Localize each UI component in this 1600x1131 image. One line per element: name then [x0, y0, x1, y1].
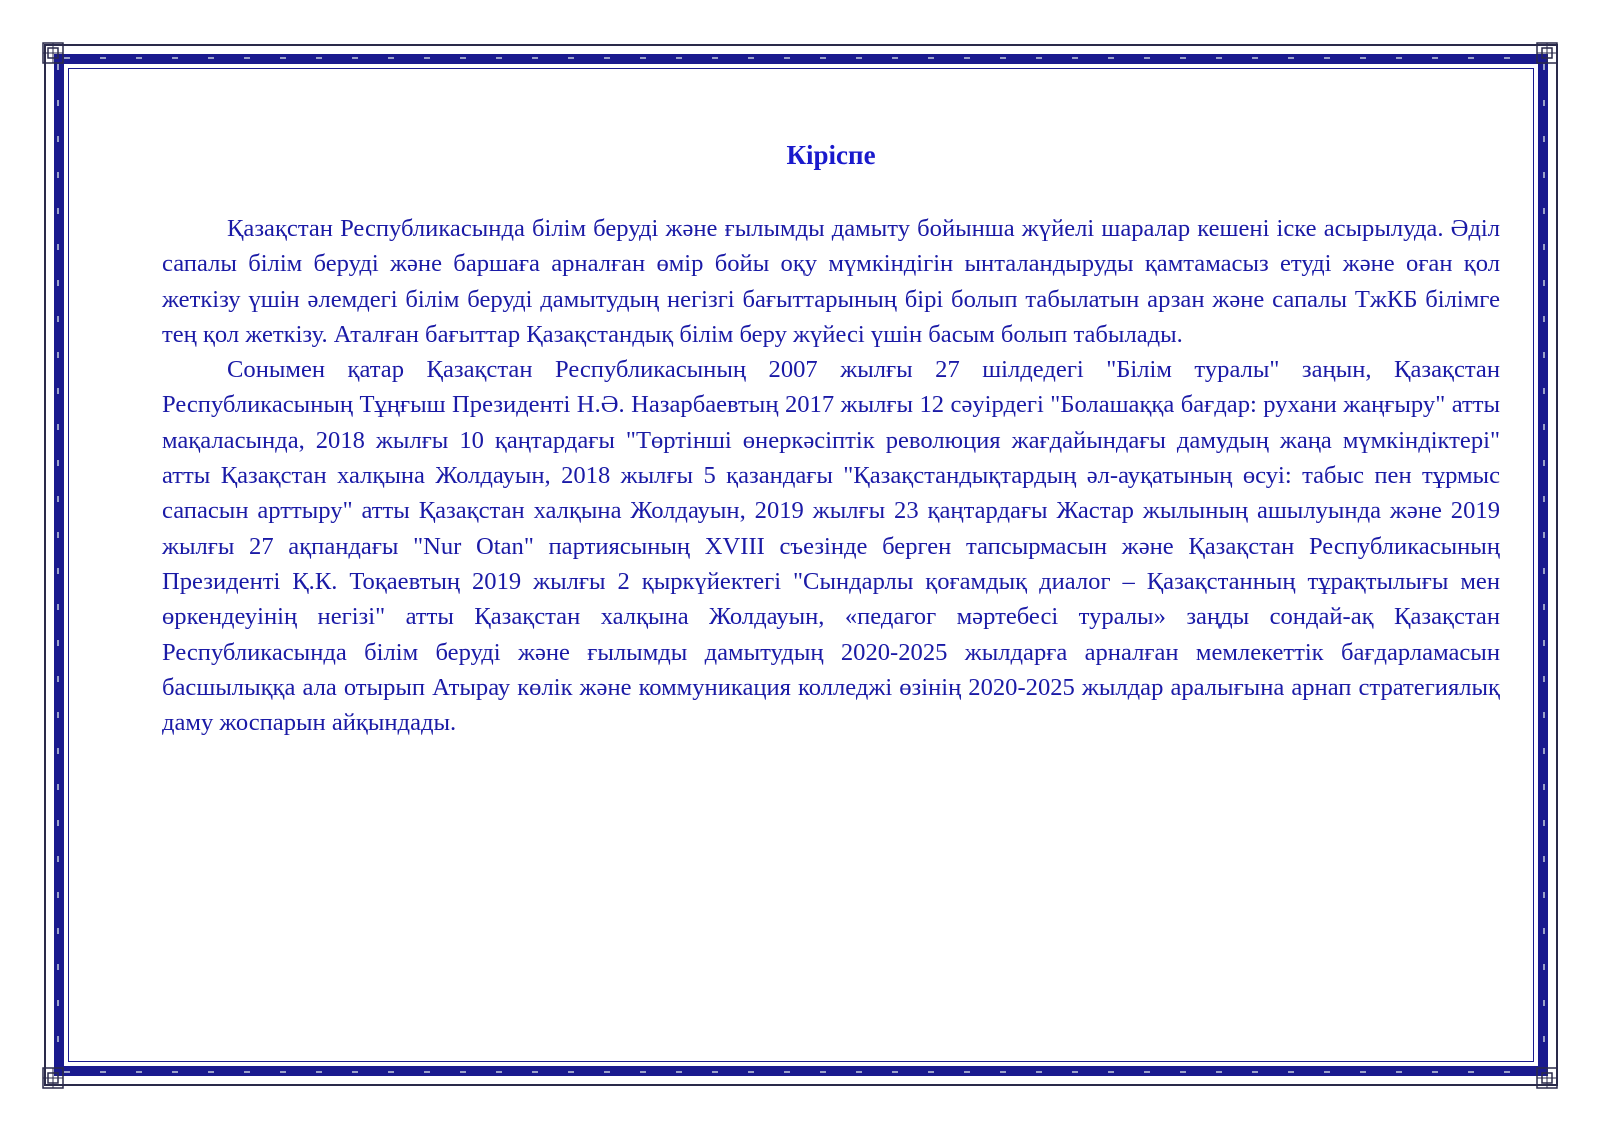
corner-ornament-icon: [42, 1067, 64, 1089]
paragraph-intro: Қазақстан Республикасында білім беруді және ғылымды дамыту бойынша жүйелі шаралар кешені іске асырылуда. Әділ сапалы білім беруді және баршаға арналған өмір бойы оқу мүмкіндігін ынталандыруды қамтамасыз етуді және оған қол жеткізу үшін әлемдегі білім беруді дамытудың негізгі бағыттарының бірі болып табылатын арзан және сапалы ТжКБ білімге тең қол жеткізу. Аталған бағыттар Қазақстандық білім беру жүйесі үшін басым болып табылады.: [162, 215, 1500, 348]
frame-ornament-left: [57, 64, 59, 1068]
corner-ornament-icon: [1536, 1067, 1558, 1089]
document-body: [162, 140, 1500, 740]
corner-ornament-icon: [42, 42, 64, 64]
page-title: Кіріспе: [786, 140, 876, 170]
paragraph-context: Сонымен қатар Қазақстан Республикасының 2007 жылғы 27 шілдедегі "Білім туралы" заңын, Қазақстан Республикасының Тұңғыш Президенті Н.Ә. Назарбаевтың 2017 жылғы 12 сәуірдегі "Болашаққа бағдар: рухани жаңғыру" атты мақаласында, 2018 жылғы 10 қаңтардағы "Төртінші өнеркәсіптік революция жағдайындағы дамудың жаңа мүмкіндіктері" атты Қазақстан халқына Жолдауын, 2018 жылғы 5 қазандағы "Қазақстандықтардың әл-ауқатының өсуі: табыс пен тұрмыс сапасын арттыру" атты Қазақстан халқына Жолдауын, 2019 жылғы 23 қаңтардағы Жастар жылының ашылуында және 2019 жылғы 27 ақпандағы "Nur Otan" партиясының XVIII съезінде берген тапсырмасын және Қазақстан Республикасының Президенті Қ.К. Тоқаевтың 2019 жылғы 2 қыркүйектегі "Сындарлы қоғамдық диалог – Қазақстанның тұрақтылығы мен өркендеуінің негізі" атты Қазақстан халқына Жолдауын, «педагог мәртебесі туралы» заңды сондай-ақ Қазақстан Республикасында білім беруді және ғылымды дамытудың 2020-2025 жылдарға арналған мемлекеттік бағдарламасын басшылыққа ала отырып Атырау көлік және коммуникация колледжі өзінің 2020-2025 жылдар аралығына арнап стратегиялық даму жоспарын айқындады.: [162, 356, 1500, 737]
corner-ornament-icon: [1536, 42, 1558, 64]
frame-ornament-bottom: [64, 1071, 1538, 1073]
frame-ornament-top: [64, 57, 1538, 59]
frame-ornament-right: [1543, 64, 1545, 1068]
